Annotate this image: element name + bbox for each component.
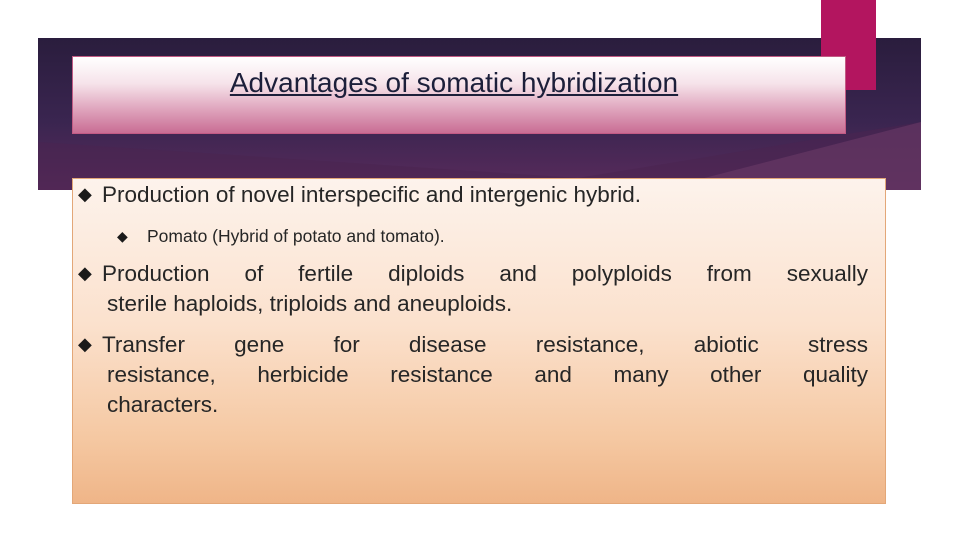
diamond-bullet-icon: ◆ xyxy=(78,263,92,284)
title-box xyxy=(72,56,846,134)
diamond-bullet-icon: ◆ xyxy=(78,334,92,355)
bullet-text: Production of fertile diploids and polyploids from sexually xyxy=(102,261,868,286)
sub-bullet-text: Pomato (Hybrid of potato and tomato). xyxy=(147,226,445,246)
bullet-text: Production of novel interspecific and intergenic hybrid. xyxy=(102,182,642,207)
bullet-item-1 xyxy=(78,182,868,208)
bullet-text: characters. xyxy=(107,392,219,417)
slide-title: Advantages of somatic hybridization xyxy=(229,67,679,98)
bullet-text: Transfer gene for disease resistance, abiotic stress xyxy=(102,332,868,357)
bullet-item-2 xyxy=(78,259,868,319)
bullet-item-3 xyxy=(78,330,868,420)
bullet-text: resistance, herbicide resistance and many other quality xyxy=(107,362,868,387)
diamond-bullet-icon: ◆ xyxy=(117,229,128,245)
sub-bullet-item xyxy=(117,226,445,247)
diamond-bullet-icon: ◆ xyxy=(78,184,92,205)
bullet-text: sterile haploids, triploids and aneuploids. xyxy=(107,291,513,316)
